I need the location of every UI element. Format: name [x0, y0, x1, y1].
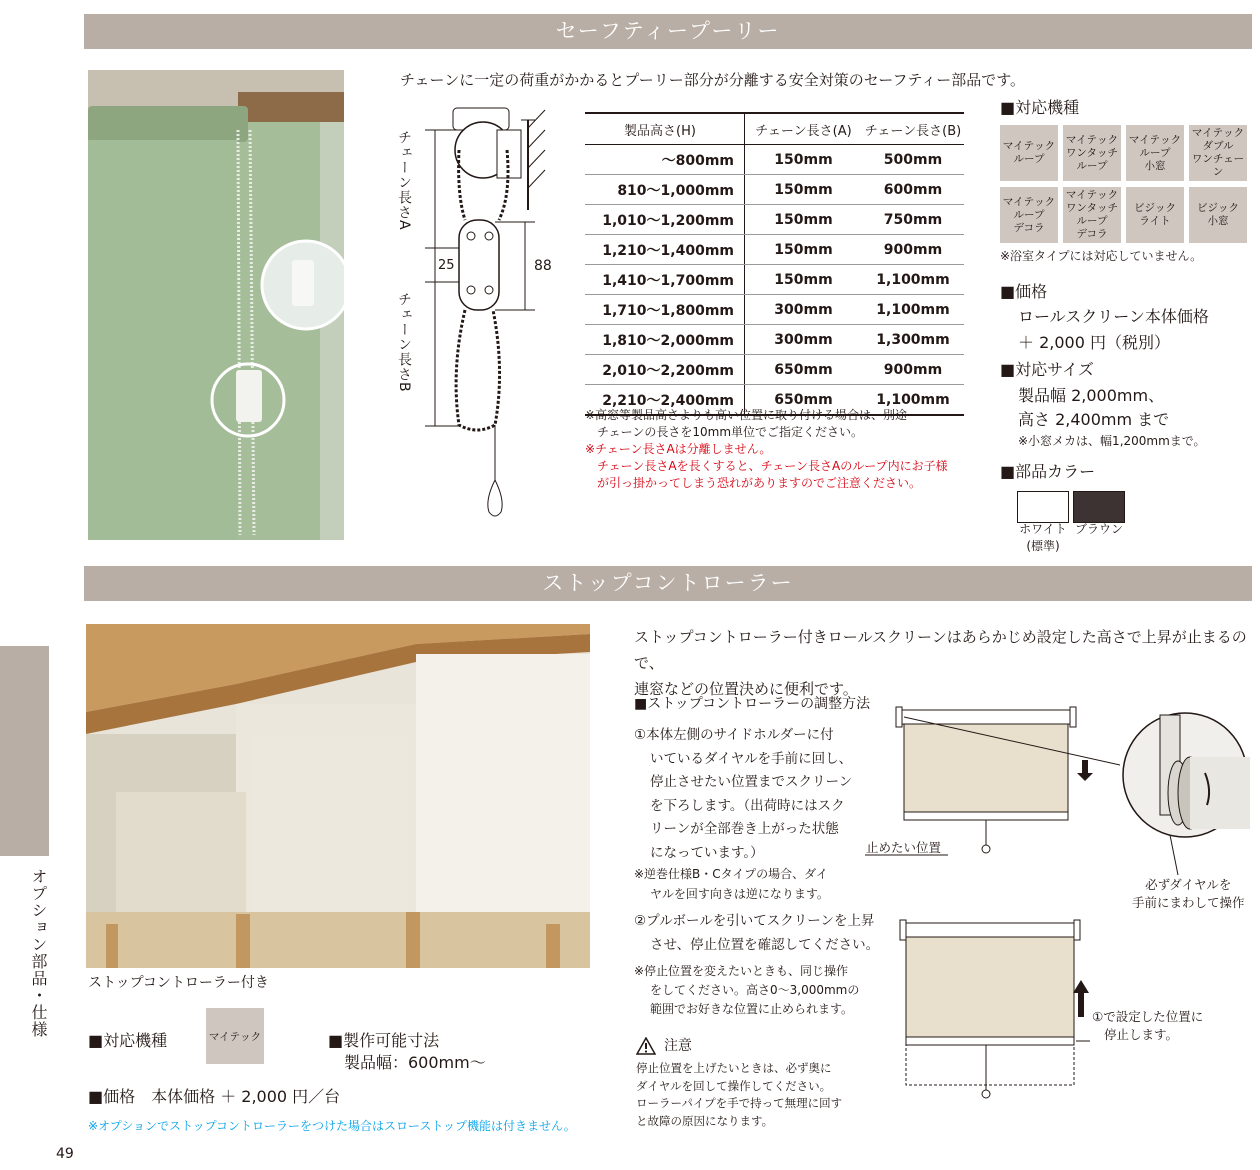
model-tile: マイテック ループ 小窓: [1126, 125, 1184, 181]
table-row: 1,710～1,800mm 300mm 1,100mm: [585, 295, 964, 325]
model-tile: マイテック ループ デコラ: [1000, 187, 1058, 243]
stop-intro: ストップコントローラー付きロールスクリーンはあらかじめ設定した高さで上昇が止まるので、 連窓などの位置決めに便利です。: [634, 628, 1247, 698]
model-tile: ビジック 小窓: [1189, 187, 1247, 243]
table-note: ※高窓等製品高さよりも高い位置に取り付ける場合は、別途 チェーンの長さを10mm単位でご指定ください。 ※チェーン長さAは分離しません。 チェーン長さAを長くすると、チェーン長さAのループ内にお子様 が引っ掛かってしまう恐れがありますのでご注意ください。: [585, 408, 948, 490]
stop-controller-photo: [86, 624, 590, 968]
section-side-label: オプション部品・仕様: [29, 868, 48, 1038]
size-heading: ■対応サイズ: [1000, 360, 1094, 379]
safety-pulley-heading: セーフティープーリー: [84, 14, 1252, 49]
diagram-label-set-position: ①で設定した位置に 停止します。: [1092, 1009, 1204, 1042]
table-row: 2,210～2,400mm 650mm 1,100mm: [585, 385, 964, 416]
safety-pulley-photo: [88, 70, 344, 540]
table-row: ～800mm 150mm 500mm: [585, 145, 964, 175]
stop-footnote: ※オプションでストップコントローラーをつけた場合はスローストップ機能は付きません。: [88, 1119, 576, 1133]
step1: ①本体左側のサイドホルダーに付 いているダイヤルを手前に回し、 停止させたい位置までスクリーン を下ろします。（出荷時にはスク リーンが全部巻き上がった状態 になっています。）: [634, 727, 853, 861]
color-label-brown: ブラウン: [1074, 522, 1123, 536]
table-row: 810～1,000mm 150mm 600mm: [585, 175, 964, 205]
dimension-88: 88: [534, 258, 552, 274]
color-swatch-brown: [1073, 491, 1125, 523]
stop-price: ■価格 本体価格 ＋ 2,000 円／台: [88, 1087, 341, 1106]
stop-size-heading: ■製作可能寸法: [328, 1031, 440, 1050]
stop-controller-heading: ストップコントローラー: [84, 566, 1252, 601]
table-row: 1,010～1,200mm 150mm 750mm: [585, 205, 964, 235]
table-row: 1,410～1,700mm 150mm 1,100mm: [585, 265, 964, 295]
photo-caption: ストップコントローラー付き: [88, 975, 269, 991]
page-number: 49: [56, 1146, 74, 1162]
side-tab: [0, 646, 49, 856]
model-tile: ビジック ライト: [1126, 187, 1184, 243]
stop-model-tile: マイテック: [206, 1008, 264, 1064]
chain-length-table: [585, 112, 964, 416]
model-tile: マイテック ループ: [1000, 125, 1058, 181]
table-header: 製品高さ(H): [585, 113, 745, 145]
table-row: 1,210～1,400mm 150mm 900mm: [585, 235, 964, 265]
diagram-label-dial: 必ずダイヤルを 手前にまわして操作: [1132, 877, 1245, 910]
note1: ※逆巻仕様B・Cタイプの場合、ダイ ヤルを回す向きは逆になります。: [634, 867, 829, 901]
caution-text: 停止位置を上げたいときは、必ず奥に ダイヤルを回して操作してください。 ローラーパイプを手で持って無理に回す と故障の原因になります。: [636, 1061, 843, 1128]
model-tile: マイテック ワンタッチ ループ: [1063, 125, 1121, 181]
model-tile: マイテック ダブル ワンチェーン: [1189, 125, 1247, 181]
models-note: ※浴室タイプには対応していません。: [1000, 249, 1203, 263]
color-heading: ■部品カラー: [1000, 462, 1096, 481]
models-heading: ■対応機種: [1000, 98, 1080, 117]
color-label-white: ホワイト (標準): [1019, 522, 1067, 553]
note2: ※停止位置を変えたいときも、同じ操作 をしてください。高さ0～3,000mmの 範囲でお好きな位置に止められます。: [634, 964, 860, 1016]
caution-title: 注意: [664, 1038, 692, 1054]
price-heading: ■価格: [1000, 282, 1048, 301]
size-text: 製品幅 2,000mm、 高さ 2,400mm まで ※小窓メカは、幅1,200mmまで。: [1018, 386, 1206, 448]
stop-models-heading: ■対応機種: [88, 1031, 168, 1050]
model-tile: マイテック ワンタッチ ループ デコラ: [1063, 187, 1121, 243]
safety-intro: チェーンに一定の荷重がかかるとプーリー部分が分離する安全対策のセーフティー部品です。: [400, 71, 1026, 89]
table-header: チェーン長さ(B): [862, 113, 964, 145]
dimension-25: 25: [438, 258, 455, 273]
method-heading: ■ストップコントローラーの調整方法: [634, 696, 871, 712]
color-swatch-white: [1017, 491, 1069, 523]
table-row: 1,810～2,000mm 300mm 1,300mm: [585, 325, 964, 355]
table-row: 2,010～2,200mm 650mm 900mm: [585, 355, 964, 385]
step2: ②プルボールを引いてスクリーンを上昇 させ、停止位置を確認してください。: [634, 913, 880, 953]
table-header: チェーン長さ(A): [745, 113, 863, 145]
warning-icon: [636, 1037, 656, 1055]
chain-length-b-label: チェーン長さB: [396, 292, 412, 393]
chain-length-a-label: チェーン長さA: [396, 130, 412, 231]
price-text: ロールスクリーン本体価格 ＋ 2,000 円（税別）: [1018, 307, 1209, 352]
diagram-label-stop-position: 止めたい位置: [866, 840, 942, 855]
stop-size-value: 製品幅：600mm～: [344, 1053, 486, 1072]
